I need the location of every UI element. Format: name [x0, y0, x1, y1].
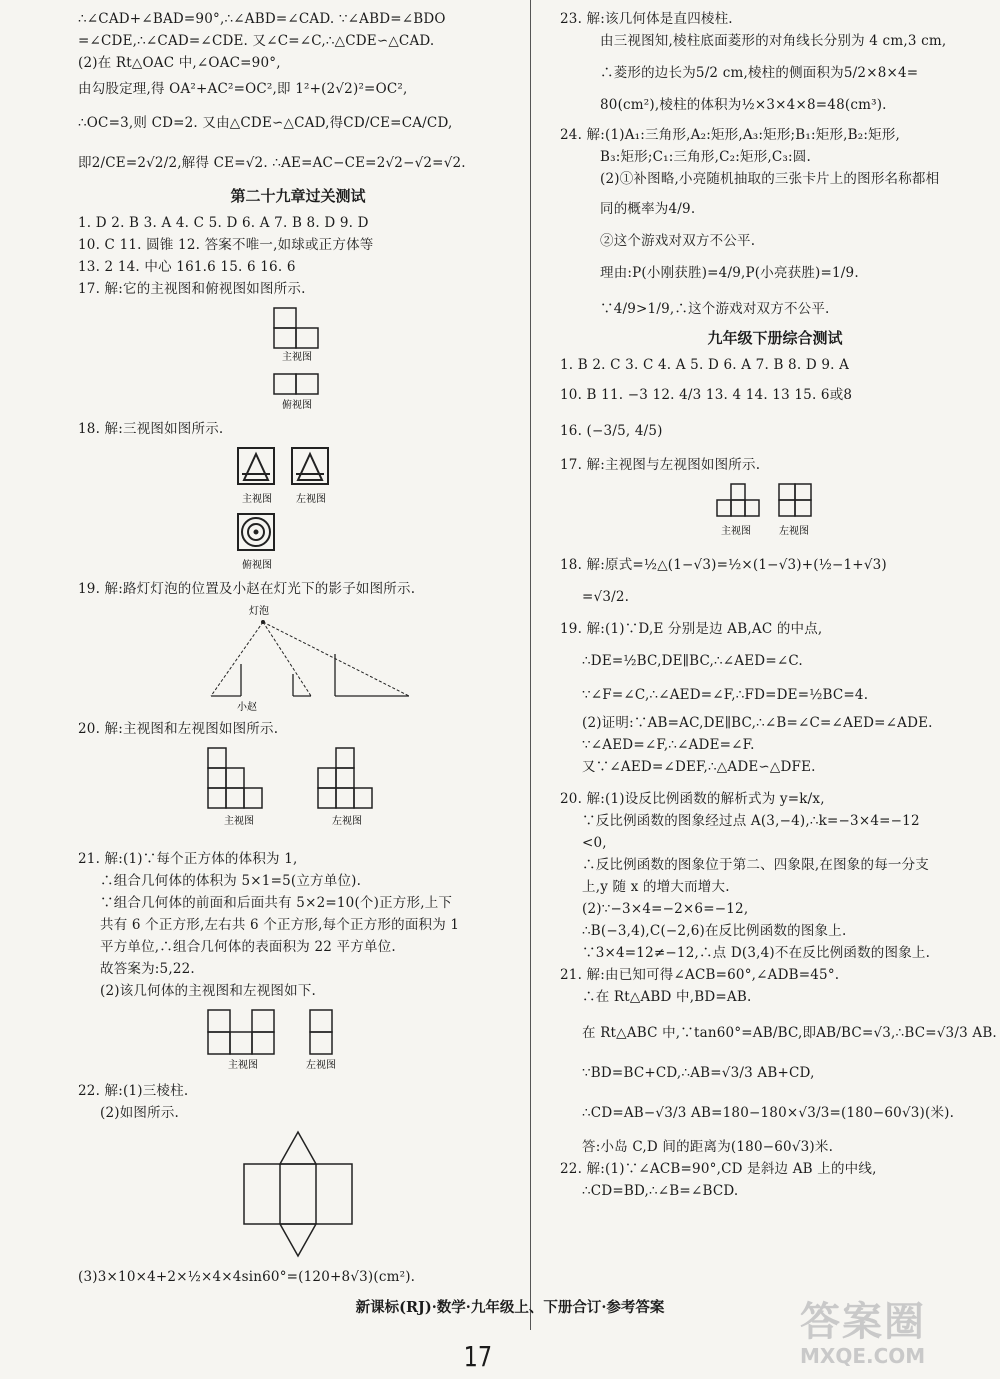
- question-22: 22. 解:(1)三棱柱.: [78, 1083, 189, 1099]
- text-line: (2)在 Rt△OAC 中,∠OAC=90°,: [78, 55, 281, 71]
- figure-18-three-views: [218, 444, 378, 574]
- text-line: 在 Rt△ABC 中,∵tan60°=AB/BC,即AB/BC=√3,∴BC=√3/3 AB.: [582, 1025, 997, 1041]
- text-line: ∵组合几何体的前面和后面共有 5×2=10(个)正方形,上下: [100, 895, 453, 911]
- caption-left-view: 左视图: [332, 816, 362, 827]
- text-line: B₃:矩形;C₁:三角形,C₂:矩形,C₃:圆.: [600, 149, 811, 165]
- text-line: 由三视图知,棱柱底面菱形的对角线长分别为 4 cm,3 cm,: [600, 33, 947, 49]
- question-24: 24. 解:(1)A₁:三角形,A₂:矩形,A₃:矩形;B₁:矩形,B₂:矩形,: [560, 127, 901, 143]
- answer-line: 10. C 11. 圆锥 12. 答案不唯一,如球或正方体等: [78, 237, 374, 253]
- question-18: 18. 解:原式=½△(1−√3)=½×(1−√3)+(½−1+√3): [560, 557, 887, 573]
- text-line: 同的概率为4/9.: [600, 201, 696, 217]
- text-line: ∵3×4=12≠−12,∴点 D(3,4)不在反比例函数的图象上.: [582, 945, 931, 961]
- question-20: 20. 解:主视图和左视图如图所示.: [78, 721, 279, 737]
- question-23: 23. 解:该几何体是直四棱柱.: [560, 11, 733, 27]
- figure-19-streetlight-shadow: [183, 604, 413, 714]
- caption-main-view: 主视图: [224, 816, 254, 827]
- caption-top-view: 俯视图: [242, 560, 272, 571]
- text-line: ∴CD=BD,∴∠B=∠BCD.: [582, 1183, 739, 1199]
- text-line: ∴∠CAD+∠BAD=90°,∴∠ABD=∠CAD. ∵∠ABD=∠BDO: [78, 11, 446, 27]
- text-line: ∵∠AED=∠F,∴∠ADE=∠F.: [582, 737, 755, 753]
- text-line: ∵BD=BC+CD,∴AB=√3/3 AB+CD,: [582, 1065, 815, 1081]
- text-line: 80(cm²),棱柱的体积为½×3×4×8=48(cm³).: [600, 97, 887, 113]
- figure-17-views: [238, 304, 358, 414]
- question-21: 21. 解:(1)∵每个正方体的体积为 1,: [78, 851, 298, 867]
- answer-line: 13. 2 14. 中心 161.6 15. 6 16. 6: [78, 259, 296, 275]
- caption-main-view: 主视图: [242, 494, 272, 505]
- lamp-label: 灯泡: [249, 606, 269, 617]
- text-line: 又∵∠AED=∠DEF,∴△ADE∽△DFE.: [582, 759, 816, 775]
- text-line: ∴CD=AB−√3/3 AB=180−180×√3/3=(180−60√3)(米).: [582, 1105, 955, 1121]
- caption-left-view: 左视图: [306, 1060, 336, 1071]
- page-footer: 新课标(RJ)·数学·九年级上、下册合订·参考答案: [355, 1299, 665, 1316]
- question-17: 17. 解:它的主视图和俯视图如图所示.: [78, 281, 306, 297]
- question-21: 21. 解:由已知可得∠ACB=60°,∠ADB=45°.: [560, 967, 840, 983]
- text-line: (2)∵−3×4=−2×6=−12,: [582, 901, 749, 917]
- text-line: 即2/CE=2√2/2,解得 CE=√2. ∴AE=AC−CE=2√2−√2=√2.: [78, 155, 466, 171]
- right-column: [560, 8, 997, 1202]
- text-line: ∴B(−3,4),C(−2,6)在反比例函数的图象上.: [582, 923, 847, 939]
- left-column: [78, 8, 518, 1288]
- person-label: 小赵: [237, 702, 257, 713]
- answer-line: 1. B 2. C 3. C 4. A 5. D 6. A 7. B 8. D 9. A: [560, 357, 850, 373]
- text-line: ∴DE=½BC,DE∥BC,∴∠AED=∠C.: [582, 653, 803, 669]
- question-19: 19. 解:路灯灯泡的位置及小赵在灯光下的影子如图所示.: [78, 581, 416, 597]
- text-line: ∴在 Rt△ABD 中,BD=AB.: [582, 989, 752, 1005]
- text-line: =∠CDE,∴∠CAD=∠CDE. 又∠C=∠C,∴△CDE∽△CAD.: [78, 33, 435, 49]
- answer-line: 16. (−3/5, 4/5): [560, 423, 663, 439]
- text-line: (2)①补图略,小亮随机抽取的三张卡片上的图形名称都相: [600, 171, 940, 187]
- question-19: 19. 解:(1)∵D,E 分别是边 AB,AC 的中点,: [560, 621, 823, 637]
- text-line: ②这个游戏对双方不公平.: [600, 233, 756, 249]
- column-divider: [530, 0, 531, 1330]
- watermark-text: 答案圈: [800, 1299, 926, 1345]
- text-line: 共有 6 个正方形,左右共 6 个正方形,每个正方形的面积为 1: [100, 917, 460, 933]
- section-title-ch29: 第二十九章过关测试: [230, 187, 366, 205]
- text-line: ∴反比例函数的图象位于第二、四象限,在图象的每一分支: [582, 857, 929, 873]
- text-line: ∴组合几何体的体积为 5×1=5(立方单位).: [100, 873, 362, 889]
- text-line: ∵反比例函数的图象经过点 A(3,−4),∴k=−3×4=−12: [582, 813, 920, 829]
- question-18: 18. 解:三视图如图所示.: [78, 421, 224, 437]
- question-22: 22. 解:(1)∵∠ACB=90°,CD 是斜边 AB 上的中线,: [560, 1161, 877, 1177]
- text-line: ∴菱形的边长为5/2 cm,棱柱的侧面积为5/2×8×4=: [600, 65, 919, 81]
- answer-line: 10. B 11. −3 12. 4/3 13. 4 14. 13 15. 6或8: [560, 387, 853, 403]
- figure-22-prism-net: [238, 1128, 358, 1258]
- page-number: 17: [463, 1340, 493, 1373]
- text-line: 理由:P(小刚获胜)=4/9,P(小亮获胜)=1/9.: [600, 265, 859, 281]
- answer-line: 1. D 2. B 3. A 4. C 5. D 6. A 7. B 8. D 9. D: [78, 215, 369, 231]
- caption-main-view: 主视图: [228, 1060, 258, 1071]
- text-line: 由勾股定理,得 OA²+AC²=OC²,即 1²+(2√2)²=OC²,: [78, 81, 408, 97]
- watermark-logo: [800, 1300, 990, 1372]
- text-line: ∵4/9>1/9,∴这个游戏对双方不公平.: [600, 301, 830, 317]
- text-line: ∴OC=3,则 CD=2. 又由△CDE∽△CAD,得CD/CE=CA/CD,: [78, 115, 453, 131]
- text-line: <0,: [582, 835, 607, 851]
- section-title-grade9: 九年级下册综合测试: [707, 329, 843, 347]
- text-line: 上,y 随 x 的增大而增大.: [582, 879, 730, 895]
- text-line: (2)该几何体的主视图和左视图如下.: [100, 983, 317, 999]
- figure-20-views: [198, 744, 398, 844]
- caption-main-view: 主视图: [282, 352, 312, 363]
- caption-left-view: 左视图: [296, 494, 326, 505]
- figure-17-views: [695, 480, 855, 546]
- text-line: 平方单位,∴组合几何体的表面积为 22 平方单位.: [100, 939, 396, 955]
- caption-top-view: 俯视图: [282, 400, 312, 411]
- question-20: 20. 解:(1)设反比例函数的解析式为 y=k/x,: [560, 791, 825, 807]
- caption-left-view: 左视图: [779, 526, 809, 537]
- caption-main-view: 主视图: [721, 526, 751, 537]
- question-17: 17. 解:主视图与左视图如图所示.: [560, 457, 761, 473]
- figure-21-views: [198, 1006, 398, 1076]
- watermark-url: MXQE.COM: [800, 1344, 926, 1368]
- text-line: =√3/2.: [582, 589, 630, 605]
- text-line: ∵∠F=∠C,∴∠AED=∠F,∴FD=DE=½BC=4.: [582, 687, 869, 703]
- text-line: (2)证明:∵AB=AC,DE∥BC,∴∠B=∠C=∠AED=∠ADE.: [582, 715, 933, 731]
- text-line: 故答案为:5,22.: [100, 961, 195, 977]
- answer-22-3: (3)3×10×4+2×½×4×4sin60°=(120+8√3)(cm²).: [78, 1269, 416, 1285]
- text-line: (2)如图所示.: [100, 1105, 180, 1121]
- text-line: 答:小岛 C,D 间的距离为(180−60√3)米.: [582, 1139, 834, 1155]
